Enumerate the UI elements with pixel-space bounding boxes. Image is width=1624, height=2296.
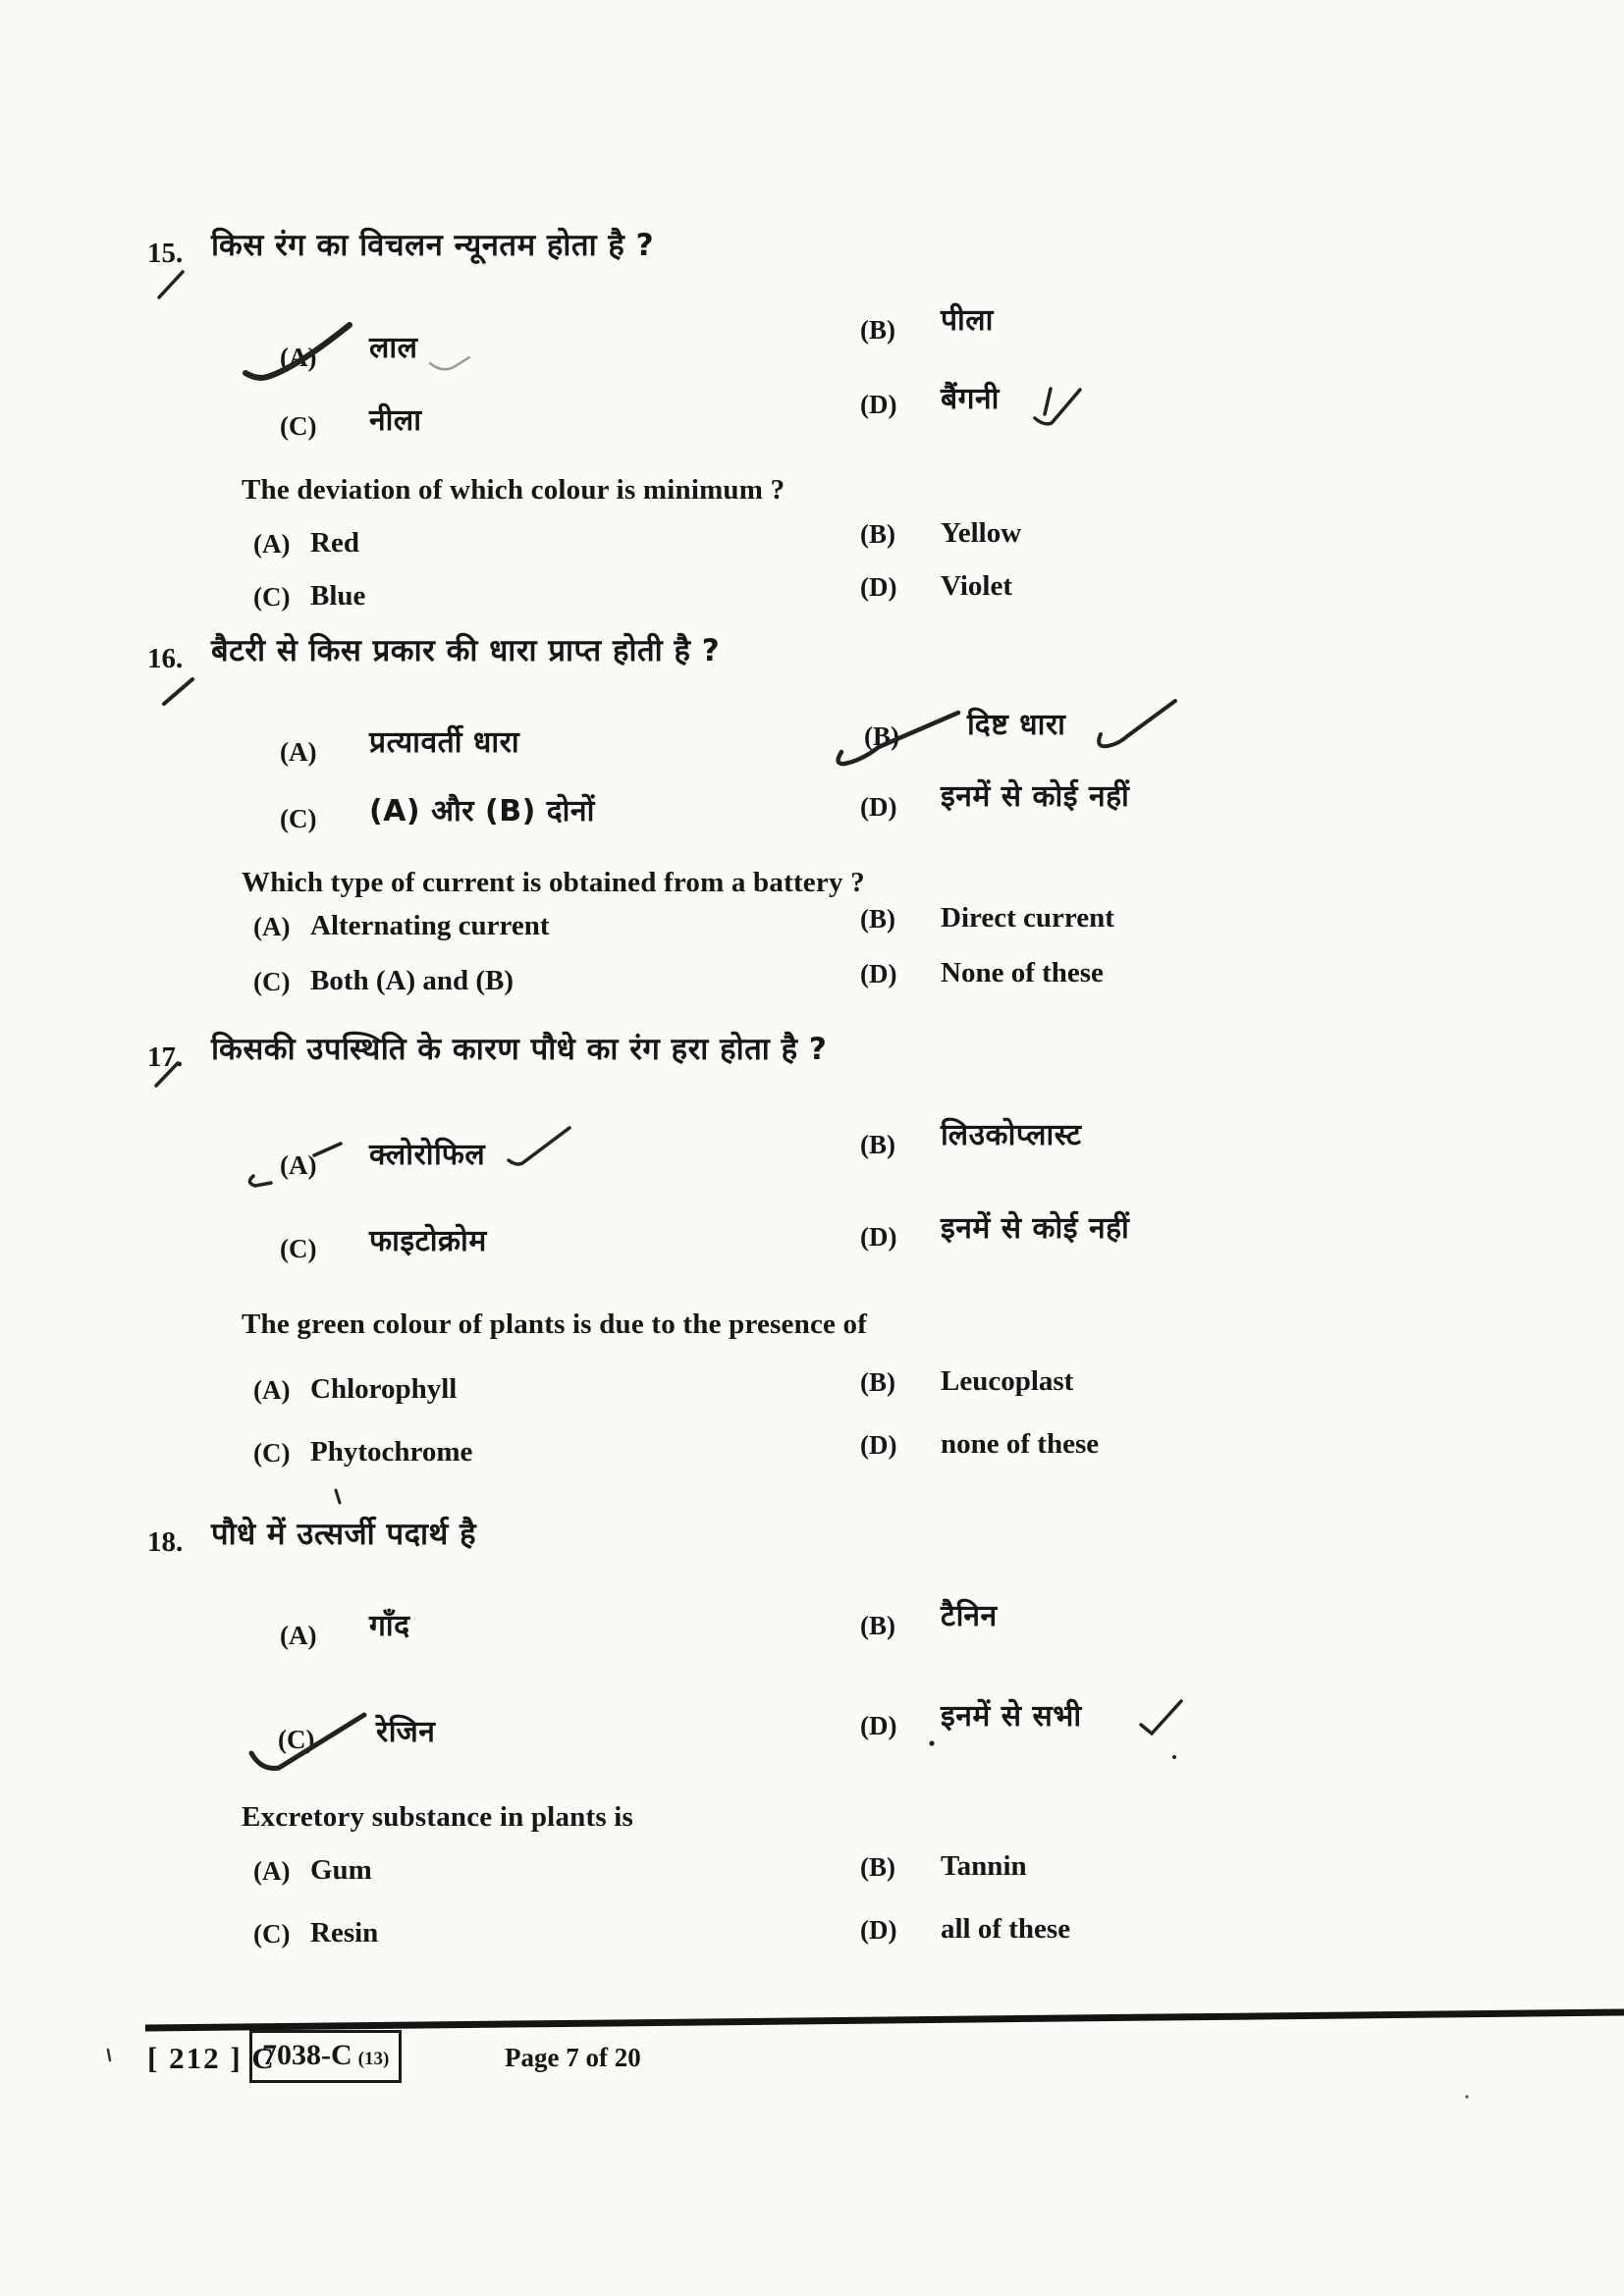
option-label: (A) <box>280 343 317 372</box>
option-label: (B) <box>860 1367 895 1397</box>
option-label: (C) <box>253 967 291 996</box>
option-text: Both (A) and (B) <box>310 965 514 996</box>
paper-code: 7038-C <box>262 2039 352 2071</box>
option-label: (B) <box>864 721 899 751</box>
option-text: क्लोरोफिल <box>369 1138 486 1172</box>
option-text: Alternating current <box>310 910 550 941</box>
option-text: पीला <box>941 303 994 338</box>
question-number: 15. <box>147 238 184 269</box>
tick-mark-q18-option-d <box>1141 1701 1181 1734</box>
option-text: Red <box>310 527 359 559</box>
option-label: (C) <box>280 1234 317 1263</box>
paper-code-suffix: (13) <box>357 2049 390 2069</box>
option-label: (A) <box>253 529 291 559</box>
option-label: (C) <box>253 1919 291 1949</box>
option-text: Blue <box>310 580 366 612</box>
option-label: (A) <box>253 1375 291 1405</box>
question-text-english: The green colour of plants is due to the presence of <box>242 1308 868 1340</box>
option-text: all of these <box>941 1913 1071 1945</box>
period-before-q18-option-d <box>929 1740 934 1745</box>
option-text: none of these <box>941 1428 1100 1460</box>
option-text: दिष्ट धारा <box>967 708 1066 742</box>
booklet-number: [ 212 ] C <box>147 2041 276 2075</box>
option-label: (D) <box>860 572 897 602</box>
question-number: 17. <box>147 1041 184 1073</box>
scribble-q15-option-a <box>430 357 469 369</box>
option-label: (C) <box>253 1438 291 1468</box>
option-text: Yellow <box>941 517 1022 549</box>
question-text-hindi: पौधे में उत्सर्जी पदार्थ है <box>211 1517 477 1552</box>
paper-code-box <box>249 2030 402 2083</box>
option-text: फाइटोक्रोम <box>369 1224 487 1258</box>
question-text-hindi: बैटरी से किस प्रकार की धारा प्राप्त होती है ? <box>211 633 721 668</box>
option-text: प्रत्यावर्ती धारा <box>369 725 520 760</box>
option-text: Gum <box>310 1854 372 1886</box>
option-text: गाँद <box>369 1609 410 1643</box>
option-label: (D) <box>860 390 897 419</box>
option-text: Tannin <box>941 1850 1027 1882</box>
tick-mark-q17-option-a-check <box>509 1128 569 1164</box>
option-label: (B) <box>860 904 895 934</box>
question-number: 18. <box>147 1526 184 1558</box>
option-label: (D) <box>860 1222 897 1252</box>
question-number: 16. <box>147 643 184 674</box>
tick-mark-q15-number <box>159 272 183 297</box>
option-text: इनमें से कोई नहीं <box>941 1211 1130 1246</box>
tick-mark-q16-number <box>164 679 192 704</box>
option-text: इनमें से कोई नहीं <box>941 779 1130 814</box>
footer-rule-line <box>145 2012 1624 2028</box>
option-text: लिउकोप्लास्ट <box>941 1118 1082 1152</box>
option-text: Leucoplast <box>941 1365 1074 1397</box>
option-label: (A) <box>253 912 291 941</box>
option-label: (C) <box>253 582 291 612</box>
option-text: None of these <box>941 957 1104 988</box>
tick-mark-q16-option-b-post <box>1099 701 1175 746</box>
question-text-hindi: किस रंग का विचलन न्यूनतम होता है ? <box>211 228 655 263</box>
question-text-english: Excretory substance in plants is <box>242 1801 634 1833</box>
tick-mark-q15-option-d <box>1035 389 1080 424</box>
option-label: (A) <box>280 737 317 767</box>
stray-dot-q18 <box>1172 1755 1176 1759</box>
option-label: (A) <box>253 1856 291 1886</box>
option-label: (C) <box>280 411 317 441</box>
option-text: बैंगनी <box>941 382 1000 416</box>
option-label: (B) <box>860 1611 895 1640</box>
page-indicator: Page 7 of 20 <box>505 2043 641 2072</box>
option-text: Chlorophyll <box>310 1373 458 1405</box>
question-text-hindi: किसकी उपस्थिति के कारण पौधे का रंग हरा होता है ? <box>211 1032 828 1067</box>
option-text: नीला <box>369 403 422 438</box>
option-label: (B) <box>860 1130 895 1159</box>
option-label: (D) <box>860 1711 897 1740</box>
option-text: Violet <box>941 570 1013 602</box>
stray-mark-footer <box>108 2050 110 2060</box>
option-text: (A) और (B) दोनों <box>369 794 595 828</box>
option-label: (D) <box>860 792 897 822</box>
option-label: (D) <box>860 1915 897 1945</box>
option-label: (D) <box>860 959 897 988</box>
option-label: (A) <box>280 1621 317 1650</box>
option-label: (C) <box>278 1725 315 1754</box>
option-text: इनमें से सभी <box>941 1699 1082 1734</box>
option-label: (B) <box>860 315 895 345</box>
stray-mark-q17 <box>336 1490 340 1503</box>
stray-dot-bottom-right <box>1465 2095 1468 2098</box>
option-label: (B) <box>860 1852 895 1882</box>
option-label: (D) <box>860 1430 897 1460</box>
question-text-english: The deviation of which colour is minimum ? <box>242 474 785 506</box>
option-text: Resin <box>310 1917 379 1949</box>
option-label: (A) <box>280 1150 317 1180</box>
option-text: Direct current <box>941 902 1114 934</box>
option-label: (B) <box>860 519 895 549</box>
option-text: टैनिन <box>941 1599 998 1633</box>
option-text: Phytochrome <box>310 1436 473 1468</box>
option-text: रेजिन <box>376 1715 436 1749</box>
option-label: (C) <box>280 804 317 833</box>
option-text: लाल <box>369 331 418 365</box>
question-text-english: Which type of current is obtained from a battery ? <box>242 867 865 898</box>
